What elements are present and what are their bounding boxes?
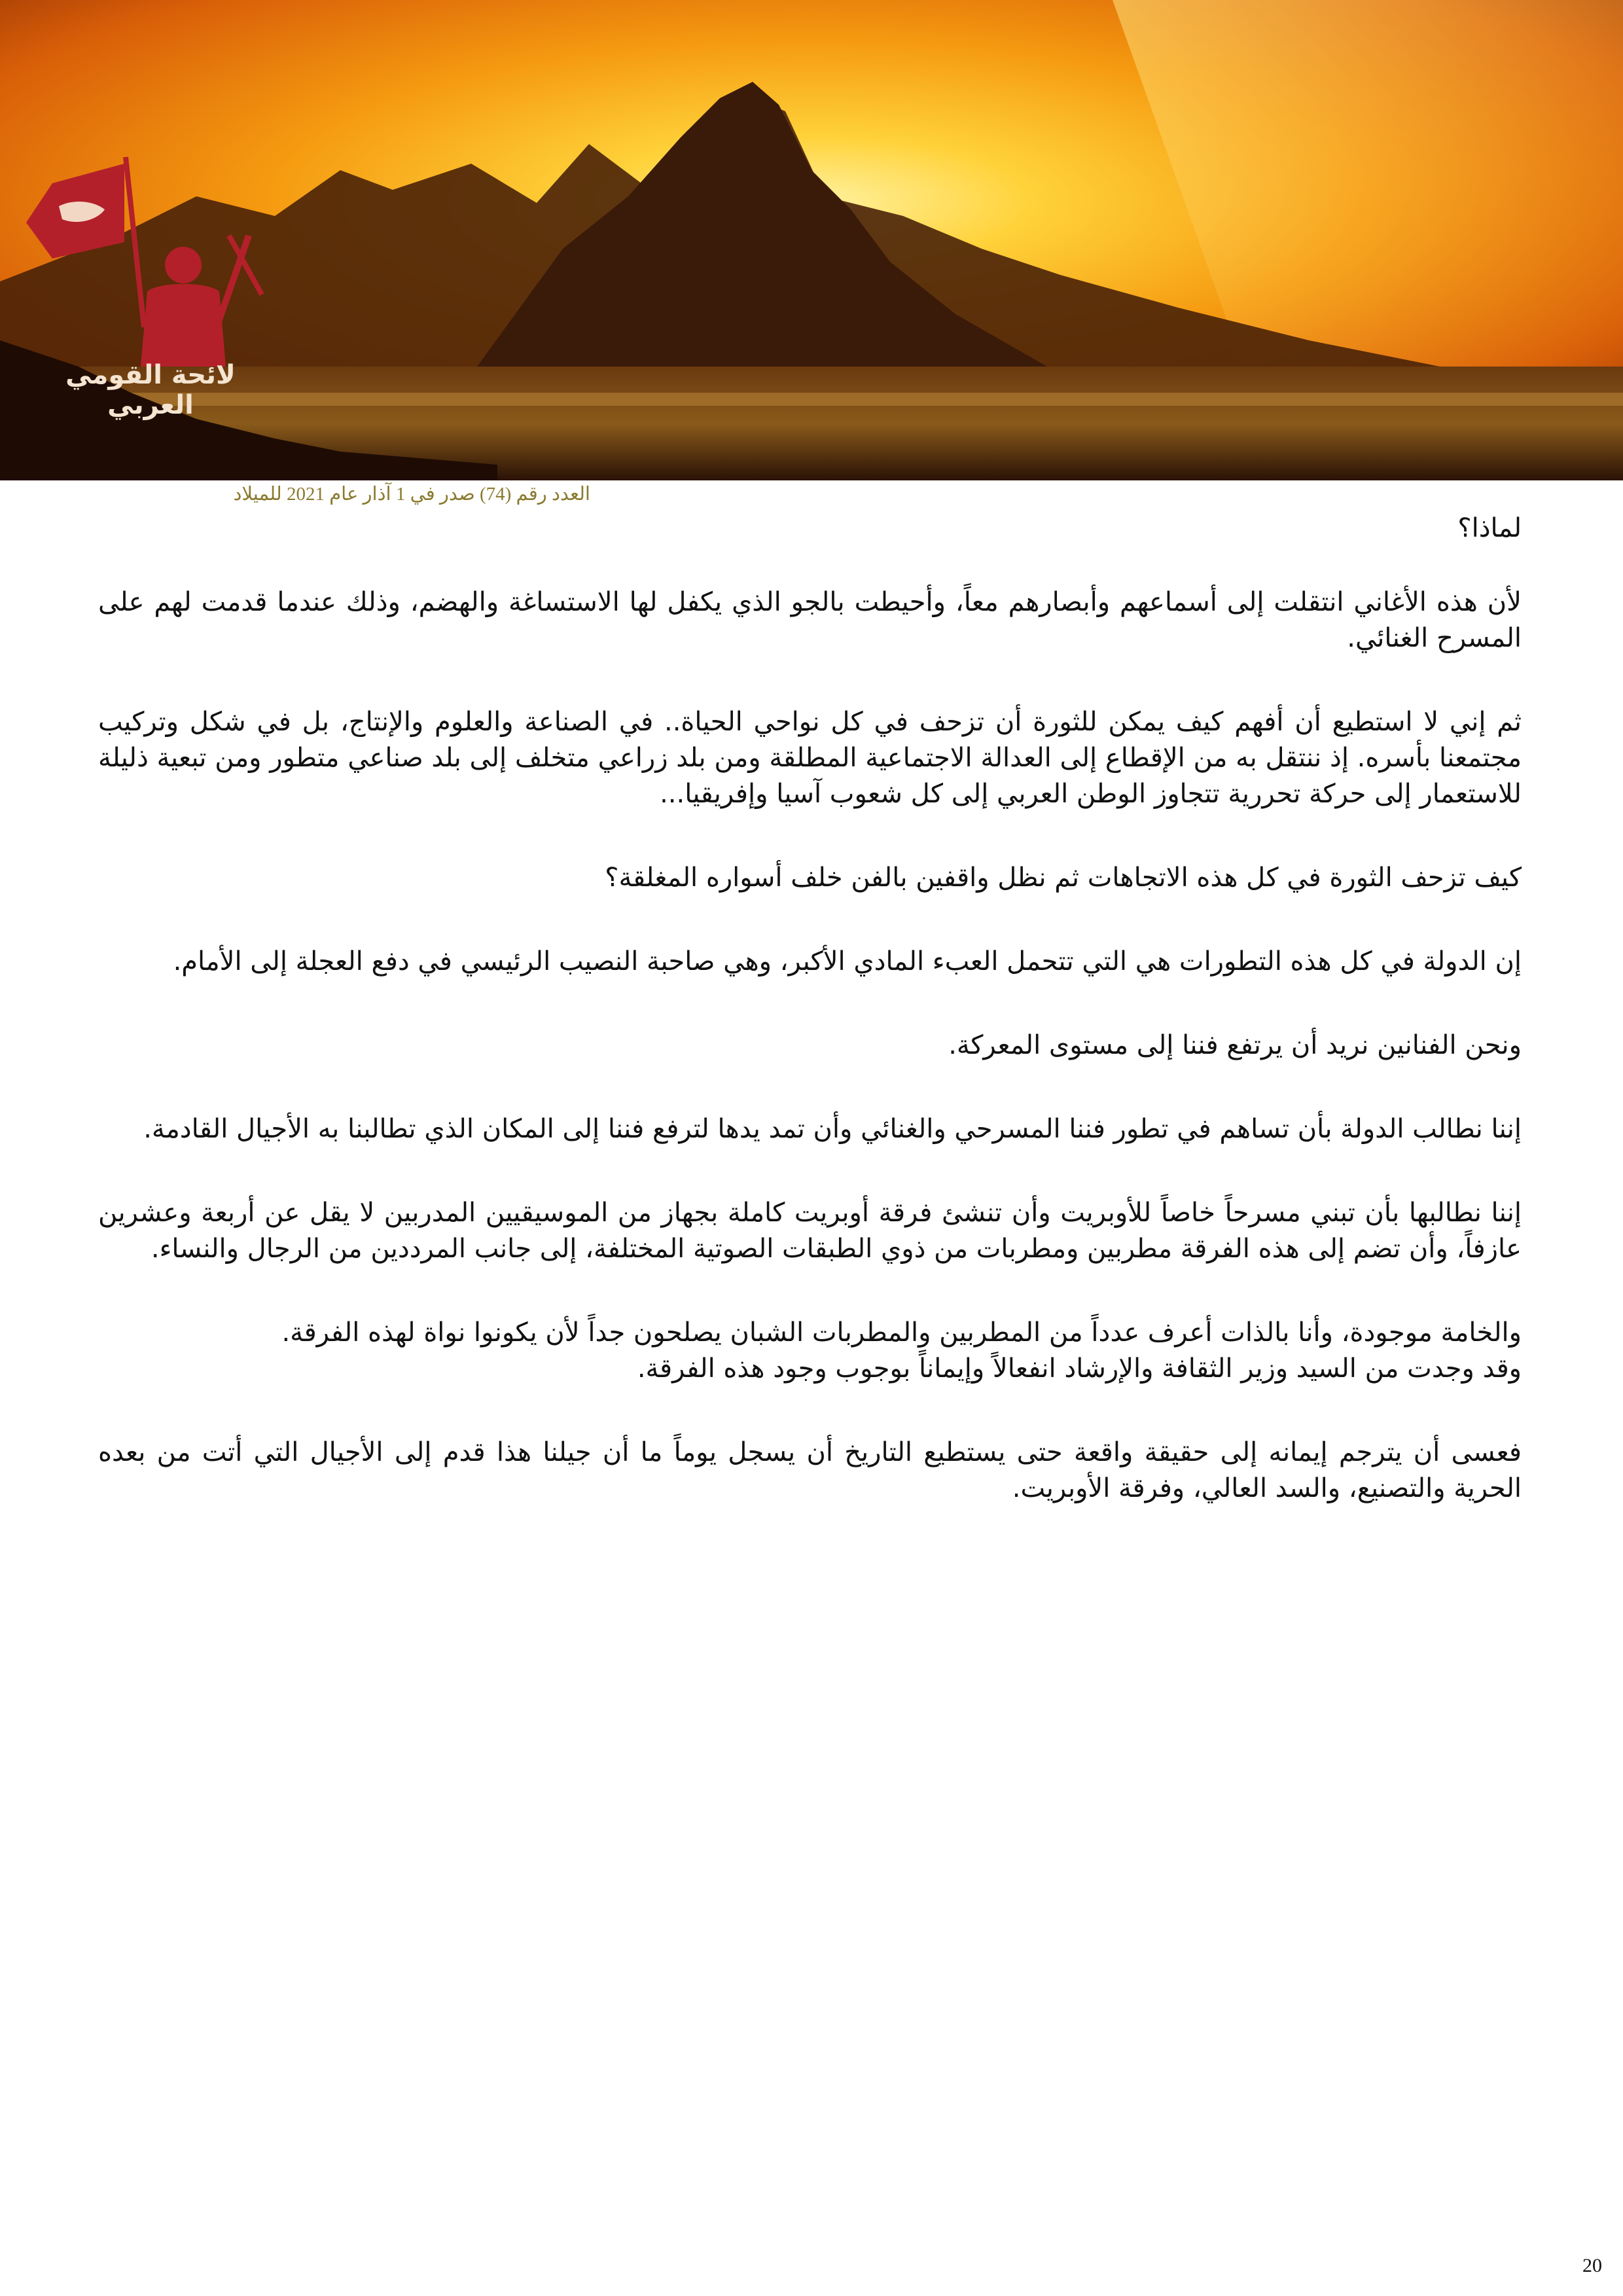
paragraph: ثم إني لا استطيع أن أفهم كيف يمكن للثورة أن تزحف في كل نواحي الحياة.. في الصناعة والعلوم والإنتاج، بل في شكل وتركيب مجتمعنا بأسره. إذ ننتقل به من الإقطاع إلى العدالة الاجتماعية المطلقة ومن بلد زراعي متخلف إلى بلد صناعي متطور ومن تبعية ذليلة للاستعمار إلى حركة تحررية تتجاوز الوطن العربي إلى كل شعوب آسيا وإفريقيا... (98, 707, 1522, 809)
paragraph: والخامة موجودة، وأنا بالذات أعرف عدداً من المطربين والمطربات الشبان يصلحون جداً لأن يكونوا نواة لهذه الفرقة. (281, 1318, 1522, 1348)
logo-text: لائحة القومي العربي (65, 360, 236, 420)
logo (13, 144, 288, 420)
paragraph: إن الدولة في كل هذه التطورات هي التي تتحمل العبء المادي الأكبر، وهي صاحبة النصيب الرئيسي في دفع العجلة إلى الأمام. (173, 946, 1522, 977)
paragraph: إننا نطالبها بأن تبني مسرحاً خاصاً للأوبريت وأن تنشئ فرقة أوبريت كاملة بجهاز من الموسيقيين المدربين لا يقل عن أربعة وعشرين عازفاً، وأن تضم إلى هذه الفرقة مطربين ومطربات من ذوي الطبقات الصوتية المختلفة، إلى جانب المرددين من الرجال والنساء. (98, 1198, 1522, 1264)
paragraph: فعسى أن يترجم إيمانه إلى حقيقة واقعة حتى يستطيع التاريخ أن يسجل يوماً ما أن جيلنا هذا قدم إلى الأجيال التي أتت من بعده الحرية والتصنيع، والسد العالي، وفرقة الأوبريت. (98, 1437, 1522, 1503)
paragraph: لأن هذه الأغاني انتقلت إلى أسماعهم وأبصارهم معاً، وأحيطت بالجو الذي يكفل لها الاستساغة والهضم، وذلك عندما قدمت لهم على المسرح الغنائي. (98, 587, 1522, 653)
header-banner (0, 0, 1623, 480)
paragraph: وقد وجدت من السيد وزير الثقافة والإرشاد انفعالاً وإيماناً بوجوب وجود هذه الفرقة. (637, 1354, 1522, 1384)
paragraph: كيف تزحف الثورة في كل هذه الاتجاهات ثم نظل واقفين بالفن خلف أسواره المغلقة؟ (605, 863, 1522, 893)
page-number: 20 (1582, 2255, 1602, 2276)
issue-line: العدد رقم (74) صدر في 1 آذار عام 2021 للميلاد (233, 484, 590, 505)
article-title: لماذا؟ (1457, 513, 1522, 543)
paragraph: ونحن الفنانين نريد أن يرتفع فننا إلى مستوى المعركة. (948, 1030, 1522, 1060)
paragraph: إننا نطالب الدولة بأن تساهم في تطور فننا المسرحي والغنائي وأن تمد يدها لترفع فننا إلى المكان الذي تطالبنا به الأجيال القادمة. (143, 1114, 1522, 1144)
article-body (98, 511, 1522, 1554)
flag-fighter-logo-icon (13, 144, 288, 367)
